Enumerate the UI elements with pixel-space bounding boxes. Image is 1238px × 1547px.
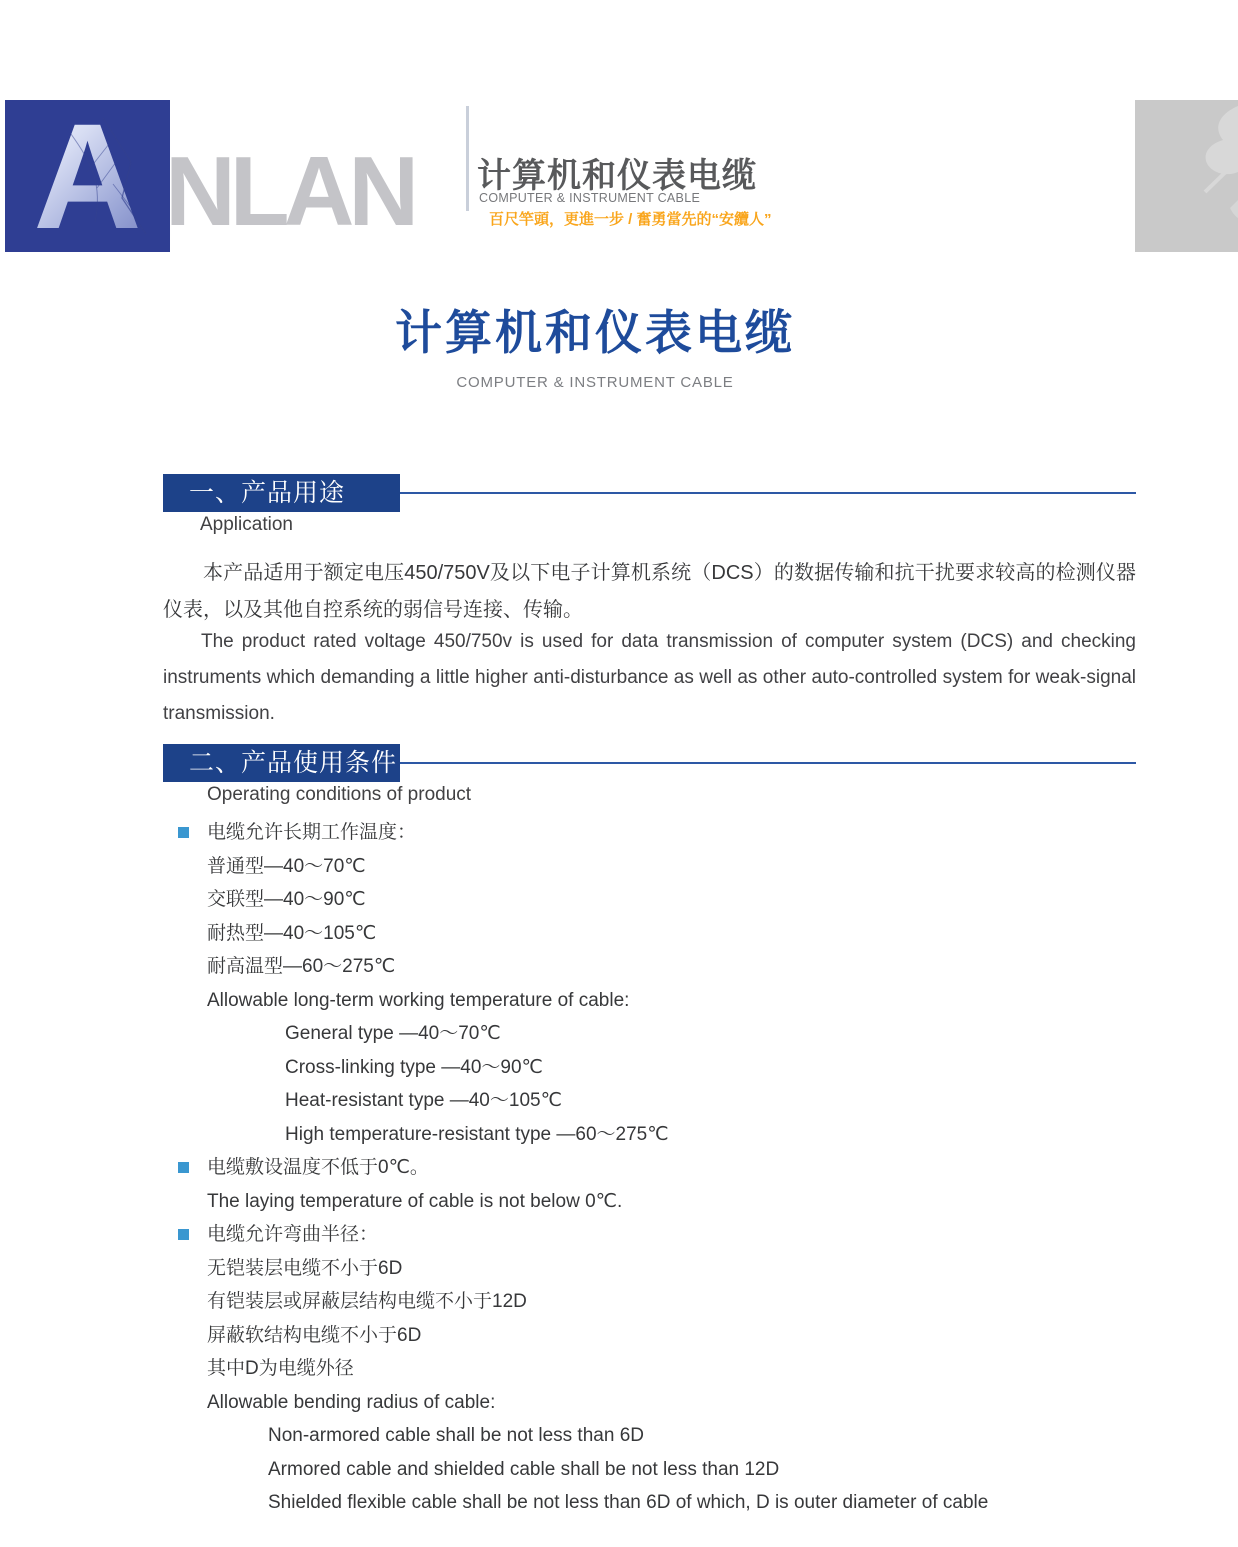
condition-text: 交联型—40～90℃ [207, 889, 366, 910]
condition-text: 其中D为电缆外径 [207, 1358, 354, 1379]
condition-line [163, 1084, 1148, 1118]
section-1-heading [163, 474, 1136, 512]
condition-line [163, 816, 1148, 850]
condition-text: 电缆敷设温度不低于0℃。 [207, 1157, 429, 1178]
condition-line [163, 1285, 1148, 1319]
condition-text: General type —40～70℃ [285, 1023, 501, 1044]
application-paragraph-cn: 本产品适用于额定电压450/750V及以下电子计算机系统（DCS）的数据传输和抗干扰要求较高的检测仪器仪表，以及其他自控系统的弱信号连接、传输。 [163, 562, 1136, 621]
condition-text: Heat-resistant type —40～105℃ [285, 1090, 562, 1111]
condition-text: 无铠装层电缆不小于6D [207, 1257, 403, 1279]
condition-line [163, 1218, 1148, 1252]
condition-line [163, 1017, 1148, 1051]
condition-text: 电缆允许长期工作温度： [207, 822, 417, 843]
condition-line [163, 1486, 1148, 1520]
condition-text: Shielded flexible cable shall be not less than 6D of which, D is outer diameter of cable [268, 1492, 989, 1513]
condition-text: Allowable long-term working temperature of cable: [207, 989, 630, 1011]
conditions-list [163, 816, 1148, 1520]
leaf-decoration-image [1135, 100, 1238, 252]
header-product-title-cn: 计算机和仪表电缆 [477, 157, 757, 195]
anlan-logo [5, 100, 170, 252]
header-product-title-en: COMPUTER & INSTRUMENT CABLE [479, 191, 701, 205]
logo-letters-nlan: NLAN [165, 136, 414, 246]
condition-line [163, 1051, 1148, 1085]
section-1-heading-box: 一、产品用途 [163, 474, 400, 512]
condition-line [163, 950, 1148, 984]
condition-line [163, 1151, 1148, 1185]
logo-letter-a: A [5, 100, 170, 252]
condition-line [163, 1386, 1148, 1420]
condition-text: High temperature-resistant type —60～275℃ [285, 1123, 669, 1145]
corner-photo-placeholder [1135, 100, 1238, 252]
brand-slogan: 百尺竿頭，更進一步 / 奮勇當先的“安纜人” [489, 211, 772, 228]
condition-line [163, 984, 1148, 1018]
condition-line [163, 1453, 1148, 1487]
application-paragraph-en: The product rated voltage 450/750v is used for data transmission of computer system (DCS) and checking instruments which demanding a little higher anti-disturbance as well as other auto-controlled system for weak-signal transmission. [163, 631, 1136, 724]
condition-line [163, 1252, 1148, 1286]
condition-line [163, 1352, 1148, 1386]
section-2-heading [163, 744, 1136, 782]
condition-line [163, 1319, 1148, 1353]
condition-text: Non-armored cable shall be not less than 6D [268, 1425, 644, 1446]
condition-text: 电缆允许弯曲半径： [207, 1224, 379, 1245]
condition-line [163, 917, 1148, 951]
operating-conditions-label: Operating conditions of product [207, 784, 472, 805]
condition-line [163, 1185, 1148, 1219]
condition-text: 普通型—40～70℃ [207, 855, 366, 877]
condition-text: 耐热型—40～105℃ [207, 922, 377, 944]
section-heading-rule [398, 492, 1136, 494]
header-divider [466, 106, 469, 211]
condition-line [163, 1419, 1148, 1453]
bullet-square-icon [178, 1229, 189, 1240]
bullet-square-icon [178, 827, 189, 838]
condition-text: Cross-linking type —40～90℃ [285, 1056, 543, 1078]
condition-text: 屏蔽软结构电缆不小于6D [207, 1324, 422, 1346]
condition-text: The laying temperature of cable is not below 0℃. [207, 1190, 623, 1212]
condition-line [163, 883, 1148, 917]
condition-text: 耐高温型—60～275℃ [207, 956, 396, 977]
condition-line [163, 1118, 1148, 1152]
section-2-heading-box: 二、产品使用条件 [163, 744, 400, 782]
condition-text: Allowable bending radius of cable: [207, 1391, 496, 1413]
bullet-square-icon [178, 1162, 189, 1173]
condition-text: Armored cable and shielded cable shall be not less than 12D [268, 1458, 780, 1480]
condition-line [163, 850, 1148, 884]
document-title [0, 296, 1190, 391]
section-heading-rule [398, 762, 1136, 764]
document-title-cn: 计算机和仪表电缆 [395, 306, 795, 359]
document-title-en: COMPUTER & INSTRUMENT CABLE [456, 374, 734, 391]
application-label: Application [200, 514, 293, 535]
condition-text: 有铠装层或屏蔽层结构电缆不小于12D [207, 1291, 527, 1312]
